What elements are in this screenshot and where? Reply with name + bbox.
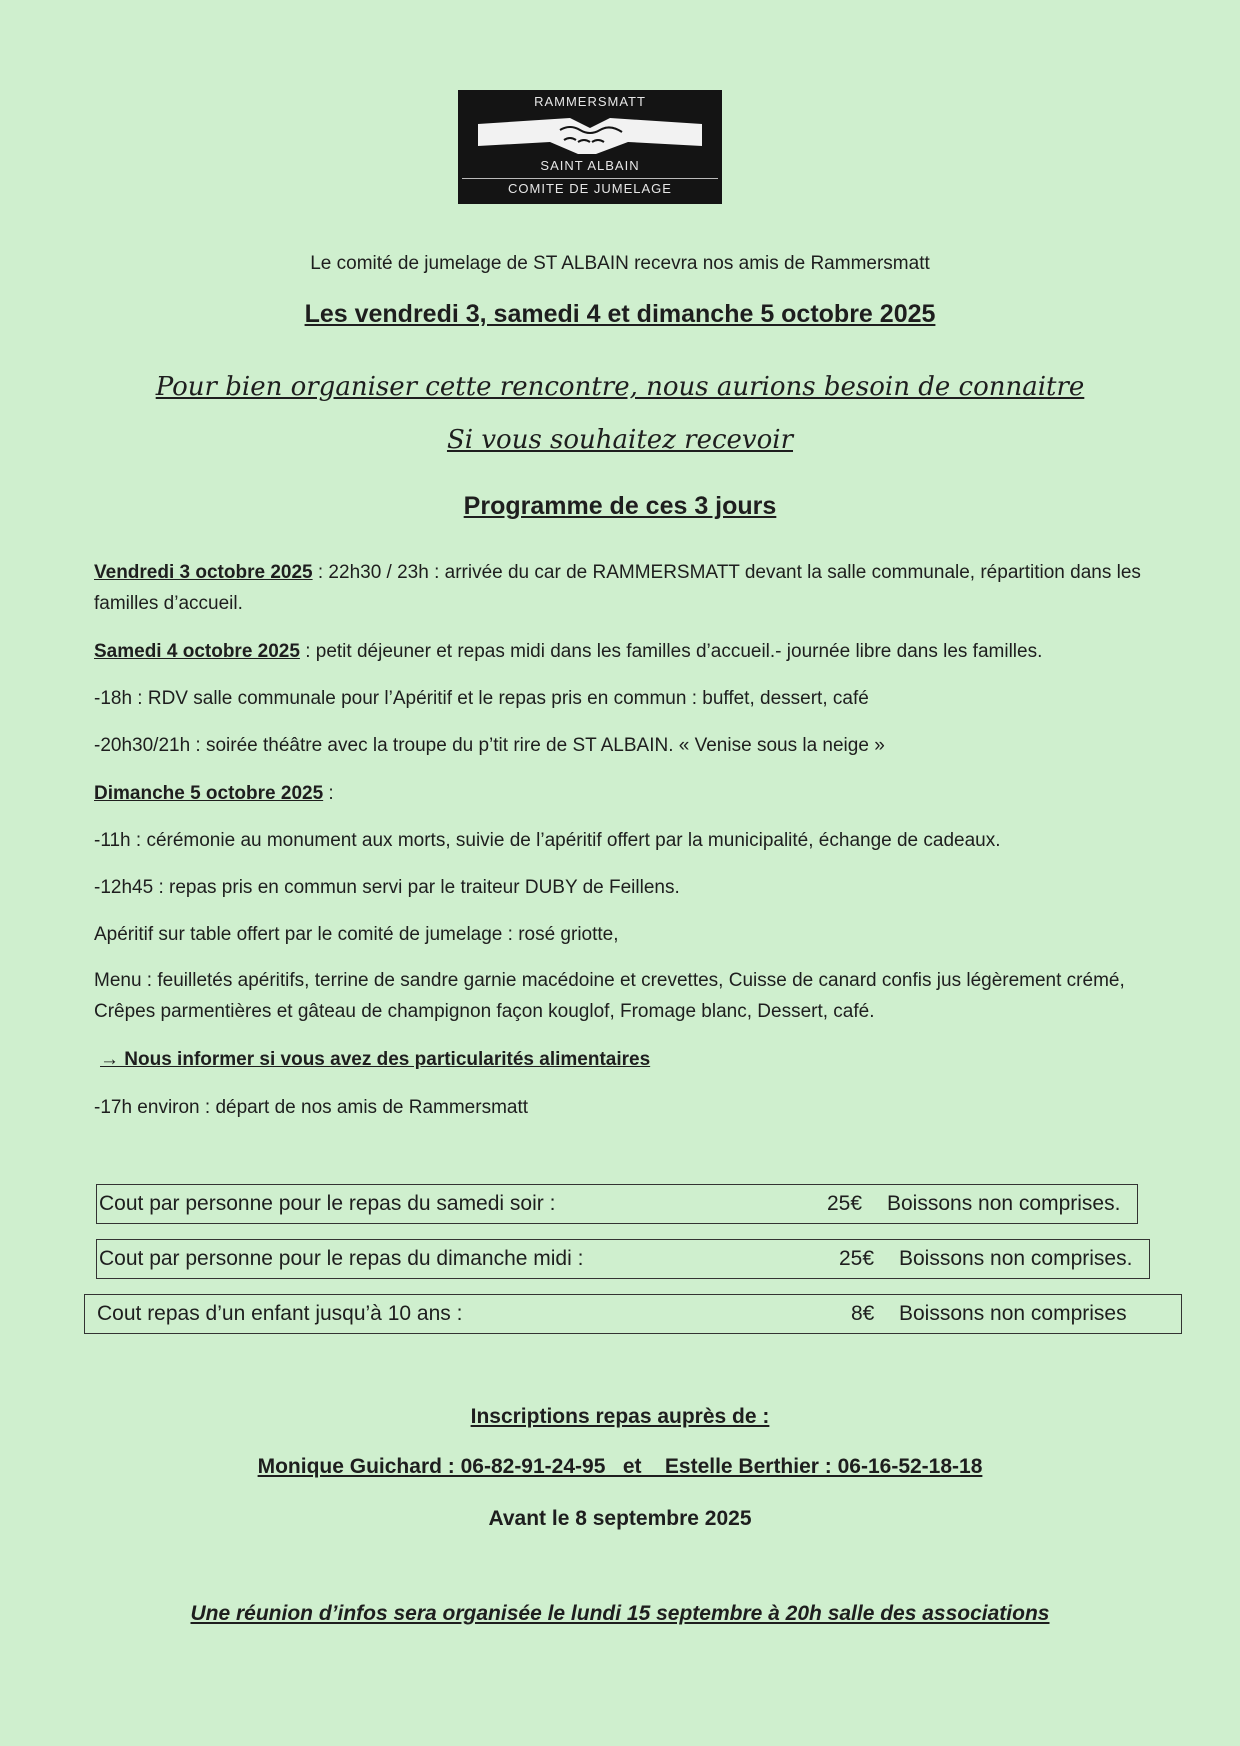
price-row-saturday [96, 1184, 1138, 1224]
friday-label: Vendredi 3 octobre 2025 [94, 562, 313, 583]
program-title: Programme de ces 3 jours [463, 492, 777, 520]
inscriptions-title: Inscriptions repas auprès de : [470, 1405, 770, 1428]
price-amount: 25€ [839, 1247, 875, 1270]
saturday-line-1: -18h : RDV salle communale pour l’Apéritif et le repas pris en commun : buffet, dessert, café [94, 688, 869, 709]
price-label: Cout par personne pour le repas du samedi soir : [99, 1192, 556, 1215]
saturday-label: Samedi 4 octobre 2025 [94, 641, 300, 662]
logo-bottom-text: COMITE DE JUMELAGE [462, 178, 718, 196]
menu-paragraph: Menu : feuilletés apéritifs, terrine de sandre garnie macédoine et crevettes, Cuisse de canard confis jus légèrement crémé, Crêpes parmentières et gâteau de champignon façon kouglof, Fromage blanc, Dessert, café. [94, 970, 1125, 1022]
sunday-label: Dimanche 5 octobre 2025 [94, 783, 324, 804]
sunday-line-2: -12h45 : repas pris en commun servi par le traiteur DUBY de Feillens. [94, 877, 680, 898]
dietary-note: → Nous informer si vous avez des particularités alimentaires [100, 1049, 651, 1070]
contacts-line: Monique Guichard : 06-82-91-24-95 et Estelle Berthier : 06-16-52-18-18 [257, 1455, 983, 1478]
price-row-child [84, 1294, 1182, 1334]
logo-middle-text: SAINT ALBAIN [540, 158, 640, 173]
dates-title: Les vendredi 3, samedi 4 et dimanche 5 octobre 2025 [304, 300, 936, 328]
price-note: Boissons non comprises [899, 1302, 1127, 1325]
price-amount: 8€ [851, 1302, 875, 1325]
sunday-heading [94, 783, 334, 805]
handshake-icon [478, 112, 702, 160]
logo [458, 90, 722, 204]
sunday-line-4: -17h environ : départ de nos amis de Rammersmatt [94, 1097, 529, 1118]
friday-paragraph [94, 557, 1184, 619]
logo-top-text: RAMMERSMATT [534, 94, 646, 109]
meeting-line: Une réunion d’infos sera organisée le lundi 15 septembre à 20h salle des associations [190, 1602, 1050, 1625]
price-note: Boissons non comprises. [899, 1247, 1133, 1270]
deadline-line: Avant le 8 septembre 2025 [488, 1507, 752, 1530]
intro-line: Le comité de jumelage de ST ALBAIN recevra nos amis de Rammersmatt [310, 253, 930, 274]
saturday-text: : petit déjeuner et repas midi dans les familles d’accueil.- journée libre dans les familles. [299, 641, 1043, 662]
price-row-sunday [96, 1239, 1150, 1279]
script-line-1: Pour bien organiser cette rencontre, nous aurions besoin de connaitre [155, 372, 1085, 402]
price-amount: 25€ [827, 1192, 863, 1215]
script-line-2: Si vous souhaitez recevoir [446, 425, 794, 455]
sunday-suffix: : [323, 783, 334, 804]
saturday-line-2: -20h30/21h : soirée théâtre avec la troupe du p’tit rire de ST ALBAIN. « Venise sous la neige » [94, 735, 885, 756]
sunday-line-1: -11h : cérémonie au monument aux morts, suivie de l’apéritif offert par la municipalité, échange de cadeaux. [94, 830, 1001, 851]
price-label: Cout repas d’un enfant jusqu’à 10 ans : [97, 1302, 463, 1325]
friday-text: : 22h30 / 23h : arrivée du car de RAMMERSMATT devant la salle communale, répartition dans les familles d’accueil. [94, 562, 1141, 614]
sunday-line-3: Apéritif sur table offert par le comité de jumelage : rosé griotte, [94, 924, 619, 945]
price-note: Boissons non comprises. [887, 1192, 1121, 1215]
price-label: Cout par personne pour le repas du dimanche midi : [99, 1247, 584, 1270]
saturday-paragraph [94, 636, 1184, 667]
